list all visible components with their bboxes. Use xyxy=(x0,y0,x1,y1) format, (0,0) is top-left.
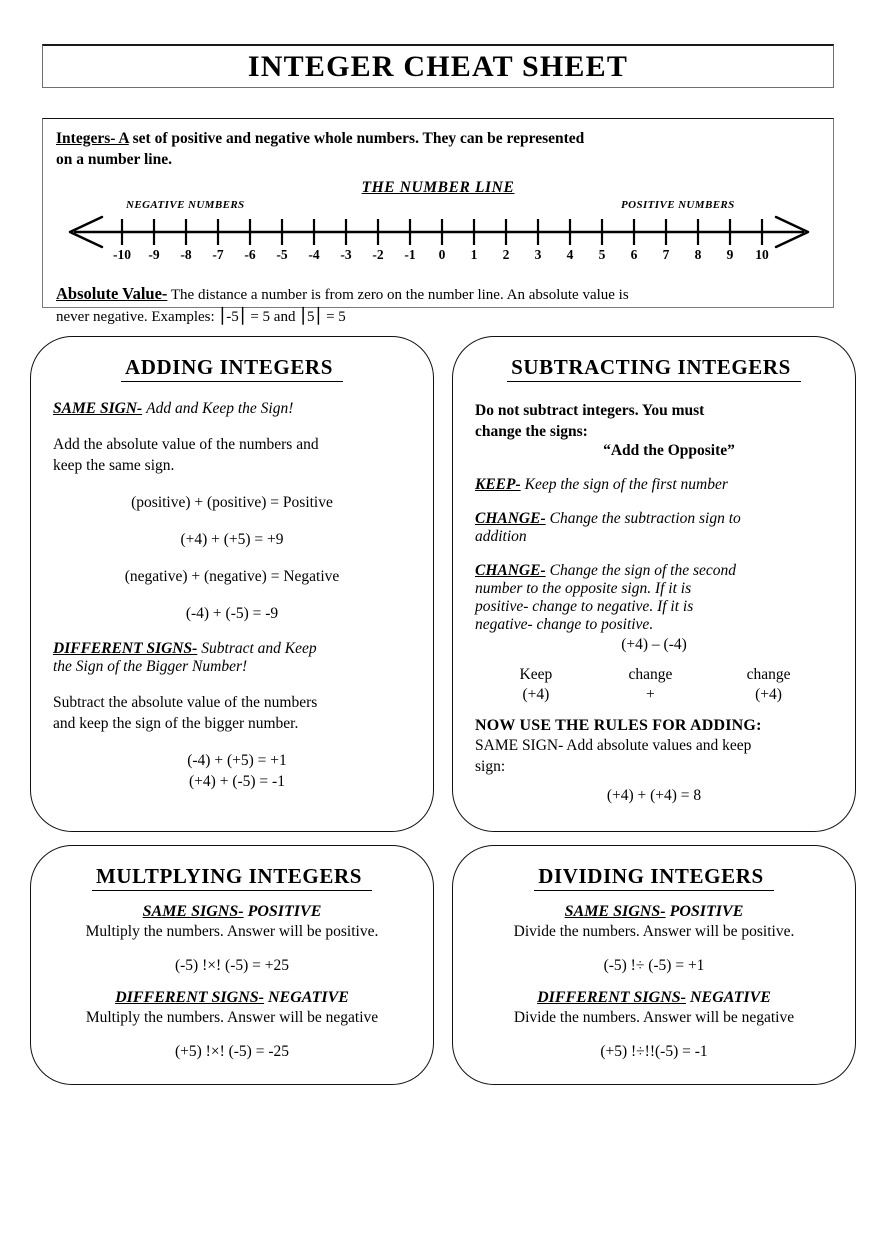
table-row xyxy=(475,685,833,705)
tick-label: -8 xyxy=(180,247,192,262)
multiplying-same-signs-result: POSITIVE xyxy=(247,903,322,920)
adding-para2-line2: and keep the sign of the bigger number. xyxy=(53,715,299,732)
multiplying-different-signs-label: DIFFERENT SIGNS- xyxy=(115,989,264,1006)
tick-label: -5 xyxy=(276,247,288,262)
multiplying-integers-heading xyxy=(53,864,411,889)
multiplying-equation-1: (-5) !×! (-5) = +25 xyxy=(174,957,290,974)
multiplying-integers-heading-text: MULTPLYING INTEGERS xyxy=(92,864,372,891)
tick-label: 3 xyxy=(534,247,542,262)
adding-equation-4: (-4) + (-5) = -9 xyxy=(185,605,279,622)
dividing-different-signs-desc: Divide the numbers. Answer will be negative xyxy=(513,1009,795,1026)
subtracting-intro-line2: change the signs: xyxy=(475,423,588,440)
subtracting-change2-text-line3: positive- change to negative. If it is xyxy=(475,598,694,615)
subtracting-intro-line1: Do not subtract integers. You must xyxy=(475,402,705,419)
number-line-axis xyxy=(56,215,822,249)
table-row xyxy=(475,665,833,685)
adding-integers-box xyxy=(30,336,434,832)
add-the-opposite-quote: “Add the Opposite” xyxy=(603,442,735,459)
adding-para1-line2: keep the same sign. xyxy=(53,457,175,474)
subtracting-same-sign-line2: sign: xyxy=(475,758,506,775)
subtracting-change2-label: CHANGE- xyxy=(475,562,546,579)
dividing-different-signs-rule xyxy=(475,989,833,1007)
dividing-integers-heading-text: DIVIDING INTEGERS xyxy=(534,864,774,891)
subtracting-change2-text-line1: Change the sign of the second xyxy=(549,562,737,579)
negative-numbers-label: NEGATIVE NUMBERS xyxy=(126,199,245,211)
tick-label: 4 xyxy=(566,247,574,262)
integers-definition-line2: on a number line. xyxy=(56,151,172,168)
adding-different-signs-label: DIFFERENT SIGNS- xyxy=(53,640,198,657)
multiplying-different-signs-desc: Multiply the numbers. Answer will be negative xyxy=(85,1009,379,1026)
subtracting-integers-heading xyxy=(475,355,833,380)
tick-label: 7 xyxy=(662,247,670,262)
multiplying-same-signs-rule xyxy=(53,903,411,921)
subtracting-final-equation: (+4) + (+4) = 8 xyxy=(606,787,702,804)
dividing-different-signs-label: DIFFERENT SIGNS- xyxy=(537,989,686,1006)
tick-label: -4 xyxy=(308,247,320,262)
tick-label: -3 xyxy=(340,247,352,262)
subtracting-keep-label: KEEP- xyxy=(475,476,521,493)
number-line-title: THE NUMBER LINE xyxy=(361,179,515,196)
adding-same-sign-text: Add and Keep the Sign! xyxy=(146,400,294,417)
subtracting-integers-box xyxy=(452,336,856,832)
adding-para1-line1: Add the absolute value of the numbers and xyxy=(53,436,319,453)
adding-equation-2: (+4) + (+5) = +9 xyxy=(180,531,284,548)
dividing-different-signs-result: NEGATIVE xyxy=(690,989,771,1006)
integers-term: Integers- A xyxy=(56,130,129,147)
kcc-value-keep: (+4) xyxy=(522,686,550,703)
multiplying-equation-2: (+5) !×! (-5) = -25 xyxy=(174,1043,290,1060)
tick-label: -6 xyxy=(244,247,256,262)
absolute-value-text: The distance a number is from zero on the number line. An absolute value is xyxy=(170,287,629,303)
tick-label: 2 xyxy=(502,247,510,262)
kcc-value-change2: (+4) xyxy=(755,686,782,703)
absolute-value-line2 xyxy=(56,306,820,328)
tick-label: 1 xyxy=(470,247,478,262)
multiplying-integers-box xyxy=(30,845,434,1085)
adding-different-signs-rule xyxy=(53,640,411,658)
absolute-value-connector: and xyxy=(273,309,296,325)
subtracting-change2-rule xyxy=(475,562,833,580)
keep-change-change-table xyxy=(475,665,833,705)
absolute-value-example-1: ⎮-5⎮ = 5 xyxy=(218,309,271,325)
tick-label: -1 xyxy=(404,247,416,262)
adding-equation-5: (-4) + (+5) = +1 xyxy=(187,752,287,769)
absolute-value-example-2: ⎮5⎮ = 5 xyxy=(299,309,346,325)
tick-label: -9 xyxy=(148,247,160,262)
subtracting-same-sign-line1: SAME SIGN- Add absolute values and keep xyxy=(475,737,752,754)
tick-label: 5 xyxy=(598,247,606,262)
subtracting-change1-text-line1: Change the subtraction sign to xyxy=(549,510,741,527)
tick-label: 9 xyxy=(726,247,734,262)
subtracting-change1-rule xyxy=(475,510,833,528)
subtracting-keep-rule xyxy=(475,476,833,494)
tick-label: -7 xyxy=(212,247,224,262)
adding-integers-heading-text: ADDING INTEGERS xyxy=(121,355,343,382)
number-line-figure xyxy=(56,199,820,279)
multiplying-same-signs-desc: Multiply the numbers. Answer will be positive. xyxy=(85,923,379,940)
dividing-same-signs-desc: Divide the numbers. Answer will be positive. xyxy=(513,923,795,940)
adding-different-signs-text-line1: Subtract and Keep xyxy=(201,640,317,657)
tick-label: 10 xyxy=(755,247,769,262)
dividing-integers-heading xyxy=(475,864,833,889)
subtracting-keep-text: Keep the sign of the first number xyxy=(524,476,728,493)
kcc-value-change1: + xyxy=(646,686,655,703)
tick-label: 0 xyxy=(438,247,446,262)
dividing-same-signs-rule xyxy=(475,903,833,921)
page-title-box xyxy=(42,44,834,88)
tick-label: -2 xyxy=(372,247,384,262)
absolute-value-line1 xyxy=(56,283,820,306)
subtracting-change1-label: CHANGE- xyxy=(475,510,546,527)
dividing-equation-2: (+5) !÷!!(-5) = -1 xyxy=(600,1043,708,1060)
kcc-label-keep: Keep xyxy=(519,666,553,683)
adding-different-signs-text-line2: the Sign of the Bigger Number! xyxy=(53,658,248,675)
dividing-integers-box xyxy=(452,845,856,1085)
adding-equation-6: (+4) + (-5) = -1 xyxy=(189,773,285,790)
dividing-equation-1: (-5) !÷ (-5) = +1 xyxy=(603,957,705,974)
integers-definition-box xyxy=(42,118,834,325)
subtracting-expression: (+4) – (-4) xyxy=(621,636,687,653)
adding-same-sign-rule xyxy=(53,400,411,418)
tick-label: -10 xyxy=(113,247,131,262)
adding-same-sign-label: SAME SIGN- xyxy=(53,400,143,417)
subtracting-change2-text-line4: negative- change to positive. xyxy=(475,616,654,633)
multiplying-different-signs-result: NEGATIVE xyxy=(268,989,349,1006)
positive-numbers-label: POSITIVE NUMBERS xyxy=(621,199,735,211)
adding-equation-3: (negative) + (negative) = Negative xyxy=(124,568,340,585)
multiplying-different-signs-rule xyxy=(53,989,411,1007)
adding-equation-1: (positive) + (positive) = Positive xyxy=(131,494,333,511)
dividing-same-signs-result: POSITIVE xyxy=(669,903,744,920)
adding-para2-line1: Subtract the absolute value of the numbers xyxy=(53,694,318,711)
adding-integers-heading xyxy=(53,355,411,380)
subtracting-change2-text-line2: number to the opposite sign. If it is xyxy=(475,580,692,597)
tick-label: 8 xyxy=(694,247,702,262)
absolute-value-examples-prefix: never negative. Examples: xyxy=(56,309,215,325)
tick-label: 6 xyxy=(630,247,638,262)
kcc-label-change1: change xyxy=(628,666,673,683)
now-use-rules-heading: NOW USE THE RULES FOR ADDING: xyxy=(475,717,762,734)
multiplying-same-signs-label: SAME SIGNS- xyxy=(142,903,244,920)
absolute-value-term: Absolute Value- xyxy=(56,284,168,303)
integers-definition-line1 xyxy=(56,128,820,149)
dividing-same-signs-label: SAME SIGNS- xyxy=(564,903,666,920)
absolute-value-block xyxy=(56,283,820,328)
integers-definition-text: set of positive and negative whole numbers. They can be represented xyxy=(132,130,585,147)
subtracting-integers-heading-text: SUBTRACTING INTEGERS xyxy=(507,355,801,382)
kcc-label-change2: change xyxy=(746,666,791,683)
subtracting-change1-text-line2: addition xyxy=(475,528,527,545)
page-title: INTEGER CHEAT SHEET xyxy=(247,49,629,83)
